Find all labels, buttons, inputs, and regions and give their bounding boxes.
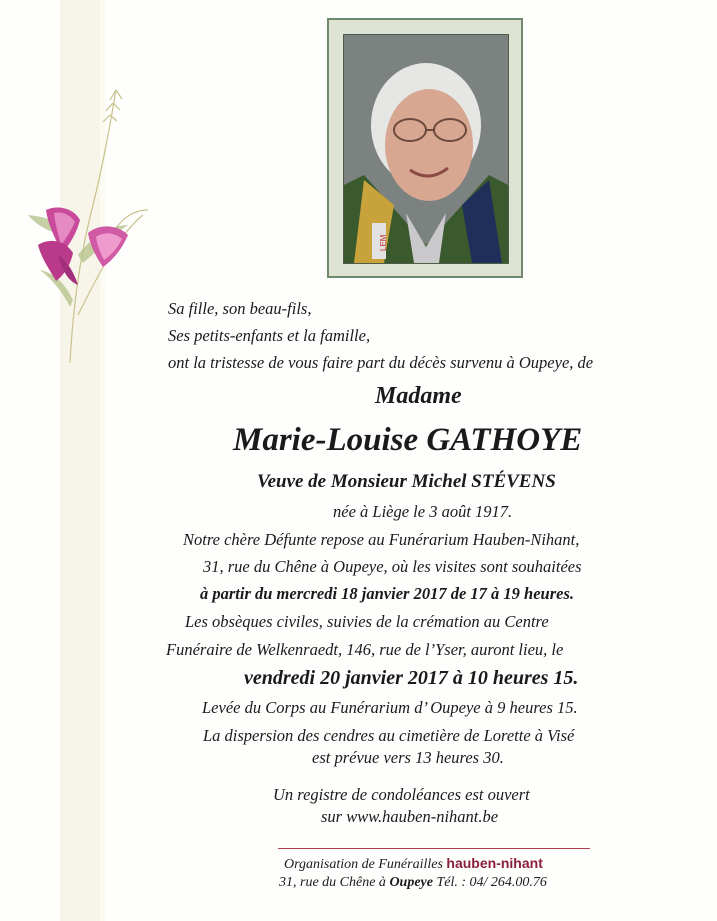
footer-address-prefix: 31, rue du Chêne à	[279, 875, 386, 890]
footer-divider	[278, 848, 590, 849]
dispersion-line-2: est prévue vers 13 heures 30.	[312, 748, 504, 767]
calla-lily-illustration	[18, 85, 163, 370]
footer-address	[279, 875, 547, 891]
portrait-illustration	[344, 35, 508, 263]
spouse-line: Veuve de Monsieur Michel STÉVENS	[257, 471, 556, 492]
footer-phone: Tél. : 04/ 264.00.76	[436, 875, 547, 890]
footer-org-prefix: Organisation de Funérailles	[284, 857, 443, 872]
levee-line: Levée du Corps au Funérarium d’ Oupeye à 9 heures 15.	[202, 698, 578, 717]
register-url[interactable]: sur www.hauben-nihant.be	[321, 807, 499, 826]
deceased-name: Marie-Louise GATHOYE	[233, 422, 583, 458]
dispersion-line-1: La dispersion des cendres au cimetière de Lorette à Visé	[203, 726, 575, 745]
footer-organisation	[284, 855, 543, 873]
rest-line-2: 31, rue du Chêne à Oupeye, où les visites sont souhaitées	[203, 557, 582, 576]
photo-badge-text: LEM	[379, 234, 388, 251]
register-line-1: Un registre de condoléances est ouvert	[273, 785, 530, 804]
funeral-line-2: Funéraire de Welkenraedt, 146, rue de l’Yser, auront lieu, le	[166, 640, 564, 659]
intro-line-3: ont la tristesse de vous faire part du décès survenu à Oupeye, de	[168, 353, 594, 372]
intro-line-1: Sa fille, son beau-fils,	[168, 299, 312, 318]
brand-logo-text: hauben-nihant	[446, 855, 543, 871]
rest-line-1: Notre chère Défunte repose au Funérarium Hauben-Nihant,	[183, 530, 580, 549]
funeral-line-1: Les obsèques civiles, suivies de la crémation au Centre	[185, 612, 549, 631]
funeral-date: vendredi 20 janvier 2017 à 10 heures 15.	[244, 667, 579, 689]
portrait-photo	[343, 34, 509, 264]
intro-line-2: Ses petits-enfants et la famille,	[168, 326, 371, 345]
title-madame: Madame	[375, 383, 462, 409]
portrait-frame	[327, 18, 523, 278]
visits-line: à partir du mercredi 18 janvier 2017 de 17 à 19 heures.	[200, 584, 574, 603]
footer-address-city: Oupeye	[389, 875, 433, 890]
birth-line: née à Liège le 3 août 1917.	[333, 502, 513, 521]
